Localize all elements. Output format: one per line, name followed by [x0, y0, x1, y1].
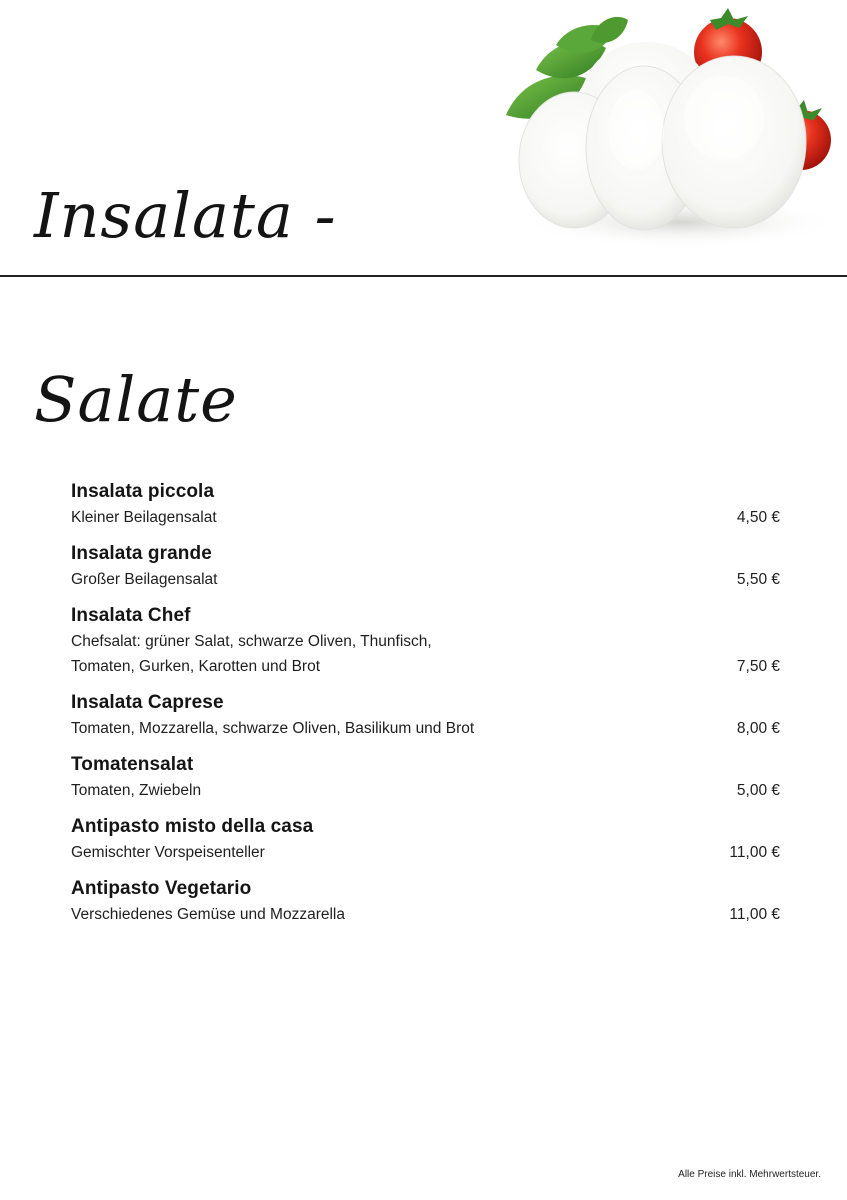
- item-description: Verschiedenes Gemüse und Mozzarella: [71, 906, 345, 923]
- menu-item: [71, 876, 780, 927]
- menu-item: [71, 541, 780, 592]
- item-name: Insalata grande: [71, 543, 212, 564]
- item-description: Kleiner Beilagensalat: [71, 509, 217, 526]
- item-description: Chefsalat: grüner Salat, schwarze Oliven, Thunfisch, Tomaten, Gurken, Karotten und Brot: [71, 633, 432, 675]
- title-line-2: Salate: [34, 363, 238, 436]
- page-title: [34, 78, 337, 538]
- item-price: 5,00 €: [736, 782, 780, 799]
- item-name: Insalata Chef: [71, 605, 191, 626]
- item-name: Insalata piccola: [71, 481, 215, 502]
- item-name: Tomatensalat: [71, 754, 194, 775]
- header-divider: [0, 275, 847, 277]
- item-name: Insalata Caprese: [71, 692, 224, 713]
- mozzarella-image: [496, 0, 847, 262]
- item-price: 7,50 €: [736, 658, 780, 675]
- item-name: Antipasto Vegetario: [71, 878, 252, 899]
- item-price: 11,00 €: [729, 906, 780, 923]
- item-price: 5,50 €: [736, 571, 780, 588]
- footer-note: Alle Preise inkl. Mehrwertsteuer.: [678, 1169, 821, 1180]
- menu-item: [71, 690, 780, 741]
- item-price: 11,00 €: [729, 844, 780, 861]
- item-price: 4,50 €: [736, 509, 780, 526]
- item-name: Antipasto misto della casa: [71, 816, 314, 837]
- menu-item: [71, 752, 780, 803]
- item-description: Großer Beilagensalat: [71, 571, 218, 588]
- menu-list: [71, 479, 780, 938]
- menu-item: [71, 814, 780, 865]
- title-line-1: Insalata -: [34, 179, 337, 252]
- item-description: Tomaten, Mozzarella, schwarze Oliven, Basilikum und Brot: [71, 720, 475, 737]
- menu-item: [71, 603, 780, 679]
- menu-item: [71, 479, 780, 530]
- item-description: Gemischter Vorspeisenteller: [71, 844, 265, 861]
- item-price: 8,00 €: [736, 720, 780, 737]
- header: [0, 0, 847, 436]
- item-description: Tomaten, Zwiebeln: [71, 782, 202, 799]
